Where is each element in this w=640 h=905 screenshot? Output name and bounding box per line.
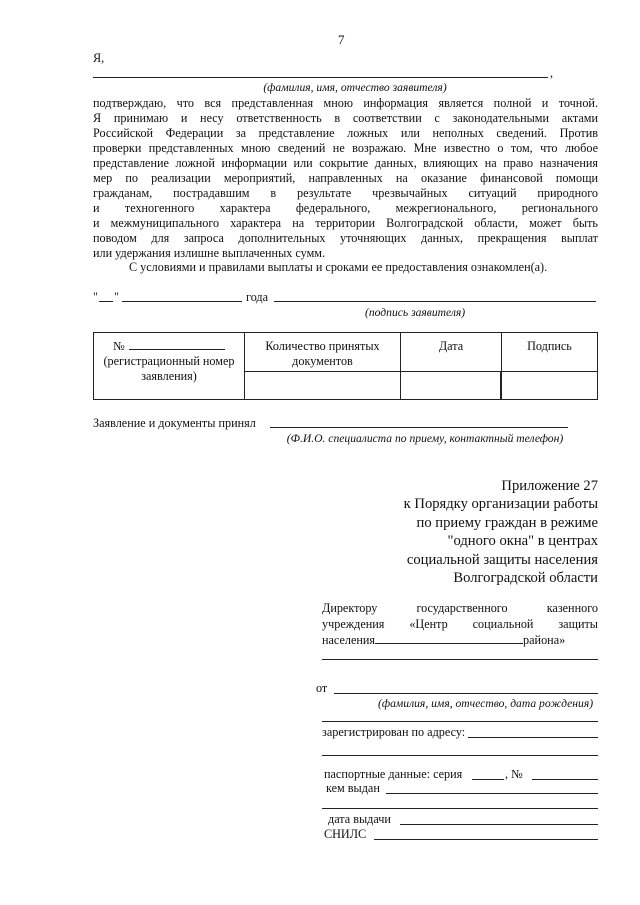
registration-number-cell[interactable] [94, 333, 245, 400]
declaration-line: и техногенного характера федерального, межрегионального, регионального [93, 201, 598, 215]
applicant-name-caption: (фамилия, имя, отчество заявителя) [263, 81, 447, 94]
from-field[interactable] [334, 693, 598, 694]
addressee-line-2 [322, 617, 598, 632]
appendix-line: "одного окна" в центрах [447, 533, 598, 550]
from-caption: (фамилия, имя, отчество, дата рождения) [378, 697, 594, 710]
passport-number-field[interactable] [532, 779, 598, 780]
declaration-line: подтверждаю, что вся представленная мною информация является полной и точной. [93, 96, 598, 110]
passport-series-field[interactable] [472, 779, 504, 780]
declaration-line: мер по реализации мероприятий, направленных на оказание финансовой помощи [93, 171, 598, 185]
addressee-extra-line[interactable] [322, 659, 598, 660]
issued-by-label: кем выдан [326, 781, 380, 795]
appendix-block [404, 477, 598, 587]
date-quote-close: " [114, 290, 119, 304]
addressee-word: казенного [546, 601, 598, 615]
issued-by-field[interactable] [386, 793, 598, 794]
accepted-label: Заявление и документы принял [93, 416, 256, 430]
signature-field[interactable] [274, 301, 596, 302]
issue-date-label: дата выдачи [328, 812, 391, 826]
addressee-word: социальной [472, 617, 534, 631]
addressee-word: населения [322, 633, 376, 647]
number-blank [129, 349, 225, 350]
col-divider [500, 372, 501, 400]
acknowledgement-text: С условиями и правилами выплаты и сроками ее предоставления ознакомлен(а). [129, 260, 548, 274]
addressee-line-3 [322, 633, 598, 648]
passport-label: паспортные данные: серия [324, 767, 463, 781]
year-label: года [246, 290, 269, 304]
from-label: от [316, 681, 328, 695]
date-day-field[interactable] [99, 301, 113, 302]
addressee-word: государственного [416, 601, 508, 615]
specialist-caption: (Ф.И.О. специалиста по приему, контактный телефон) [286, 432, 564, 445]
addressee-line-1 [322, 601, 598, 616]
issue-date-field[interactable] [400, 824, 598, 825]
snils-field[interactable] [374, 839, 598, 840]
appendix-line: к Порядку организации работы [403, 496, 598, 513]
appendix-line: Приложение 27 [501, 478, 598, 494]
addressee-word: «Центр [409, 617, 448, 631]
registration-number-label: (регистрационный номер заявления) [103, 354, 235, 383]
declaration-line: представление ложной информации или сокрытие данных, влияющих на право назначения [93, 156, 598, 170]
documents-count-label: Количество принятых документов [265, 339, 380, 368]
col-divider [400, 372, 401, 400]
address-extra-line[interactable] [322, 755, 598, 756]
signature-label: Подпись [527, 339, 572, 353]
snils-label: СНИЛС [324, 827, 367, 841]
number-sign: № [113, 339, 125, 353]
declaration-line: Я принимаю и несу ответственность в соответствии с законодательными актами [93, 111, 598, 125]
declaration-line: Российской Федерации за представление ложных или неполных сведений. Против [93, 126, 598, 140]
addressee-word: защиты [558, 617, 598, 631]
page-number: 7 [338, 32, 345, 47]
registered-label: зарегистрирован по адресу: [322, 725, 466, 739]
addressee-word: учреждения [322, 617, 385, 631]
date-label: Дата [438, 339, 464, 353]
ya-label: Я, [93, 51, 105, 65]
district-field[interactable] [375, 643, 523, 644]
declaration-line: поводом для запроса дополнительных уточняющих данных, прекращения выплат [93, 231, 598, 245]
issued-by-extra-line[interactable] [322, 808, 598, 809]
appendix-line: социальной защиты населения [406, 551, 598, 568]
declaration-line: или удержания излишне выплаченных сумм. [93, 246, 326, 260]
signature-caption: (подпись заявителя) [365, 306, 466, 319]
date-quote-open: " [93, 290, 98, 304]
addressee-word: Директору [322, 601, 378, 615]
declaration-line: проверки представленных мною сведений не возражаю. Мне известно о том, что любое [93, 141, 598, 155]
addressee-word: района» [523, 633, 566, 647]
declaration-line: и межмуниципального характера на территории Волгоградской области, может быть [93, 216, 598, 230]
appendix-line: Волгоградской области [453, 570, 598, 587]
appendix-line: по приему граждан в режиме [416, 514, 598, 531]
declaration-text [93, 96, 598, 261]
specialist-field[interactable] [270, 427, 568, 428]
declaration-line: гражданам, пострадавшим в результате чрезвычайных ситуаций природного [93, 186, 598, 200]
from-extra-line[interactable] [322, 721, 598, 722]
registration-values-row [244, 371, 598, 400]
passport-number-label: , № [505, 767, 523, 781]
address-field[interactable] [468, 737, 598, 738]
date-month-field[interactable] [122, 301, 242, 302]
comma: , [550, 66, 554, 80]
applicant-name-line[interactable] [93, 77, 548, 78]
